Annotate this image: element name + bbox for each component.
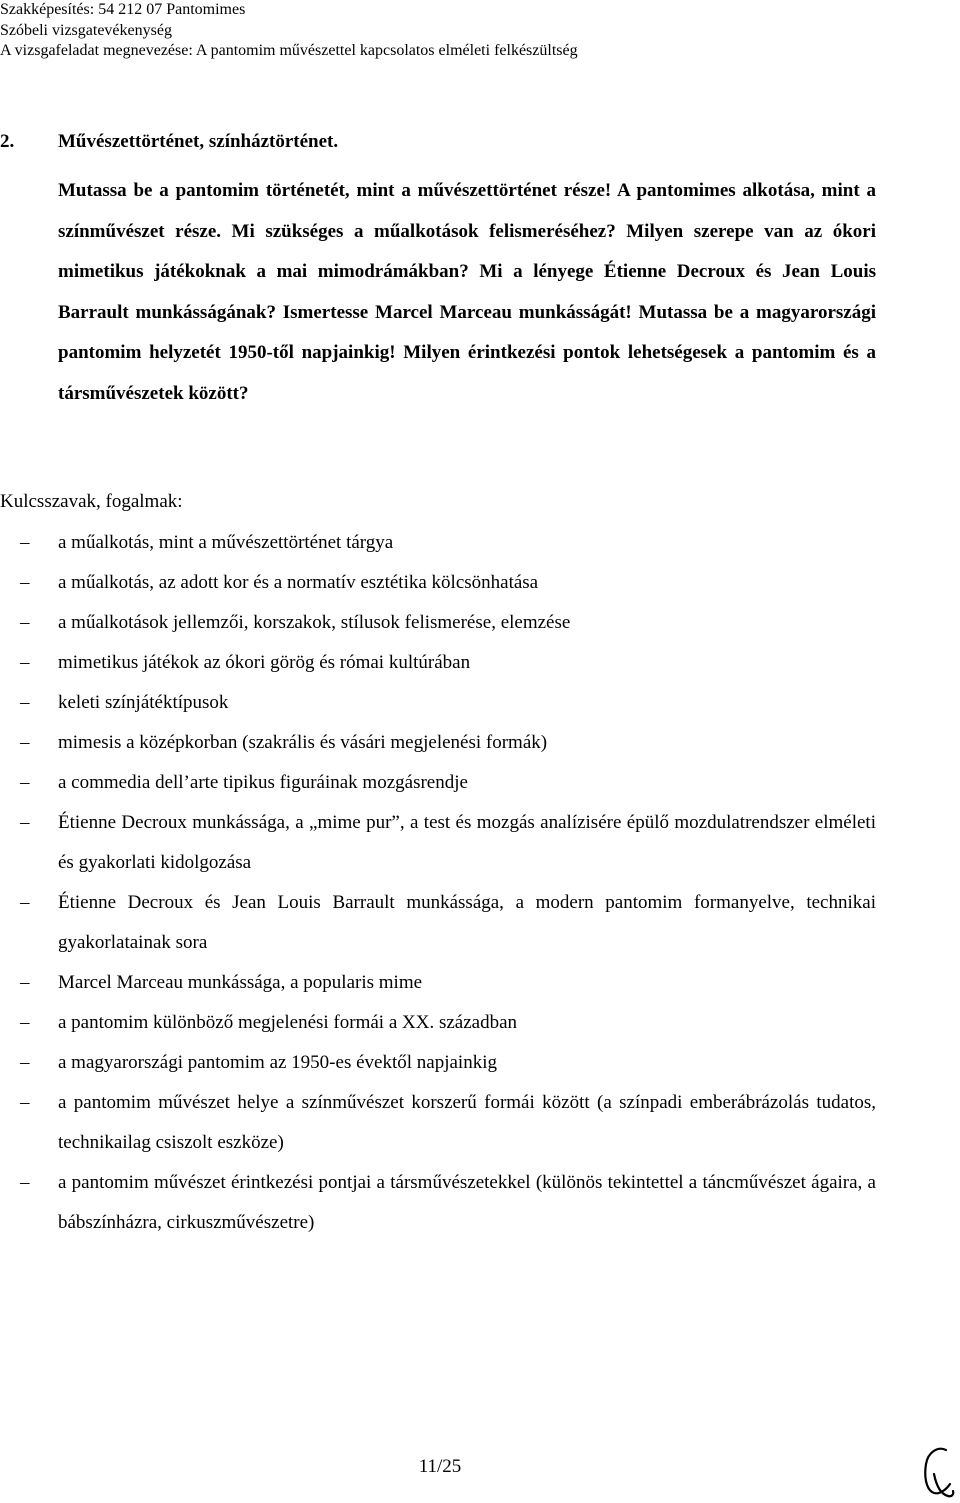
keyword-item — [0, 603, 876, 643]
dash-bullet: – — [20, 972, 30, 993]
dash-bullet: – — [20, 692, 30, 713]
keyword-text: keleti színjátéktípusok — [58, 692, 229, 713]
dash-bullet: – — [20, 892, 30, 913]
header-task-name: A vizsgafeladat megnevezése: A pantomim művészettel kapcsolatos elméleti felkészültség — [0, 42, 578, 59]
header-qualification: Szakképesítés: 54 212 07 Pantomimes — [0, 1, 246, 18]
dash-bullet: – — [20, 812, 30, 833]
keyword-item — [0, 803, 876, 883]
dash-bullet: – — [20, 1052, 30, 1073]
keyword-text: a pantomim művészet érintkezési pontjai a társművészetekkel (különös tekintettel a táncművészet ágaira, a bábszínházra, cirkuszművészetre) — [58, 1172, 876, 1233]
keyword-item — [0, 683, 876, 723]
keyword-text: a műalkotás, mint a művészettörténet tárgya — [58, 532, 394, 553]
dash-bullet: – — [20, 1092, 30, 1113]
dash-bullet: – — [20, 652, 30, 673]
section-question: Mutassa be a pantomim történetét, mint a művészettörténet része! A pantomimes alkotása, mint a színművészet része. Mi szükséges a műalkotások felismeréséhez? Milyen szerepe van az ókori mimetikus játékoknak a mai mimodrámákban? Mi a lényege Étienne Decroux és Jean Louis Barrault munkásságának? Ismertesse Marcel Marceau munkásságát! Mutassa be a magyarországi pantomim helyzetét 1950-től napjainkig! Milyen érintkezési pontok lehetségesek a pantomim és a társművészetek között? — [58, 180, 876, 404]
keyword-text: a műalkotás, az adott kor és a normatív esztétika kölcsönhatása — [58, 572, 539, 593]
section-heading — [0, 131, 338, 153]
dash-bullet: – — [20, 772, 30, 793]
keyword-text: mimesis a középkorban (szakrális és vásári megjelenési formák) — [58, 732, 548, 753]
keyword-item — [0, 963, 876, 1003]
keyword-item — [0, 883, 876, 963]
keywords-title: Kulcsszavak, fogalmak: — [0, 491, 183, 512]
keyword-item — [0, 1083, 876, 1163]
keyword-item — [0, 1003, 876, 1043]
dash-bullet: – — [20, 612, 30, 633]
dash-bullet: – — [20, 532, 30, 553]
keyword-item — [0, 1163, 876, 1243]
dash-bullet: – — [20, 1172, 30, 1193]
keyword-text: a műalkotások jellemzői, korszakok, stílusok felismerése, elemzése — [58, 612, 571, 633]
page-number: 11/25 — [418, 1456, 462, 1477]
signature-icon — [916, 1444, 956, 1500]
dash-bullet: – — [20, 732, 30, 753]
keywords-list — [0, 523, 876, 1243]
page-header — [0, 0, 940, 62]
header-exam-activity: Szóbeli vizsgatevékenység — [0, 21, 172, 39]
keyword-item — [0, 643, 876, 683]
keyword-text: a pantomim különböző megjelenési formái a XX. században — [58, 1012, 518, 1033]
keyword-text: a commedia dell’arte tipikus figuráinak mozgásrendje — [58, 772, 468, 793]
keyword-text: Marcel Marceau munkássága, a popularis mime — [58, 972, 423, 993]
keyword-text: mimetikus játékok az ókori görög és római kultúrában — [58, 652, 471, 673]
keyword-text: Étienne Decroux és Jean Louis Barrault munkássága, a modern pantomim formanyelve, technikai gyakorlatainak sora — [58, 892, 876, 953]
keyword-item — [0, 1043, 876, 1083]
dash-bullet: – — [20, 572, 30, 593]
keyword-item — [0, 723, 876, 763]
keyword-item — [0, 563, 876, 603]
keyword-text: Étienne Decroux munkássága, a „mime pur”, a test és mozgás analízisére épülő mozdulatrendszer elméleti és gyakorlati kidolgozása — [58, 812, 876, 873]
keyword-item — [0, 523, 876, 563]
keyword-text: a magyarországi pantomim az 1950-es évektől napjainkig — [58, 1052, 497, 1073]
keyword-item — [0, 763, 876, 803]
section-title: Művészettörténet, színháztörténet. — [58, 131, 339, 152]
dash-bullet: – — [20, 1012, 30, 1033]
keyword-text: a pantomim művészet helye a színművészet korszerű formái között (a színpadi emberábrázolás tudatos, technikailag csiszolt eszköze) — [58, 1092, 876, 1153]
section-number: 2. — [0, 131, 15, 152]
